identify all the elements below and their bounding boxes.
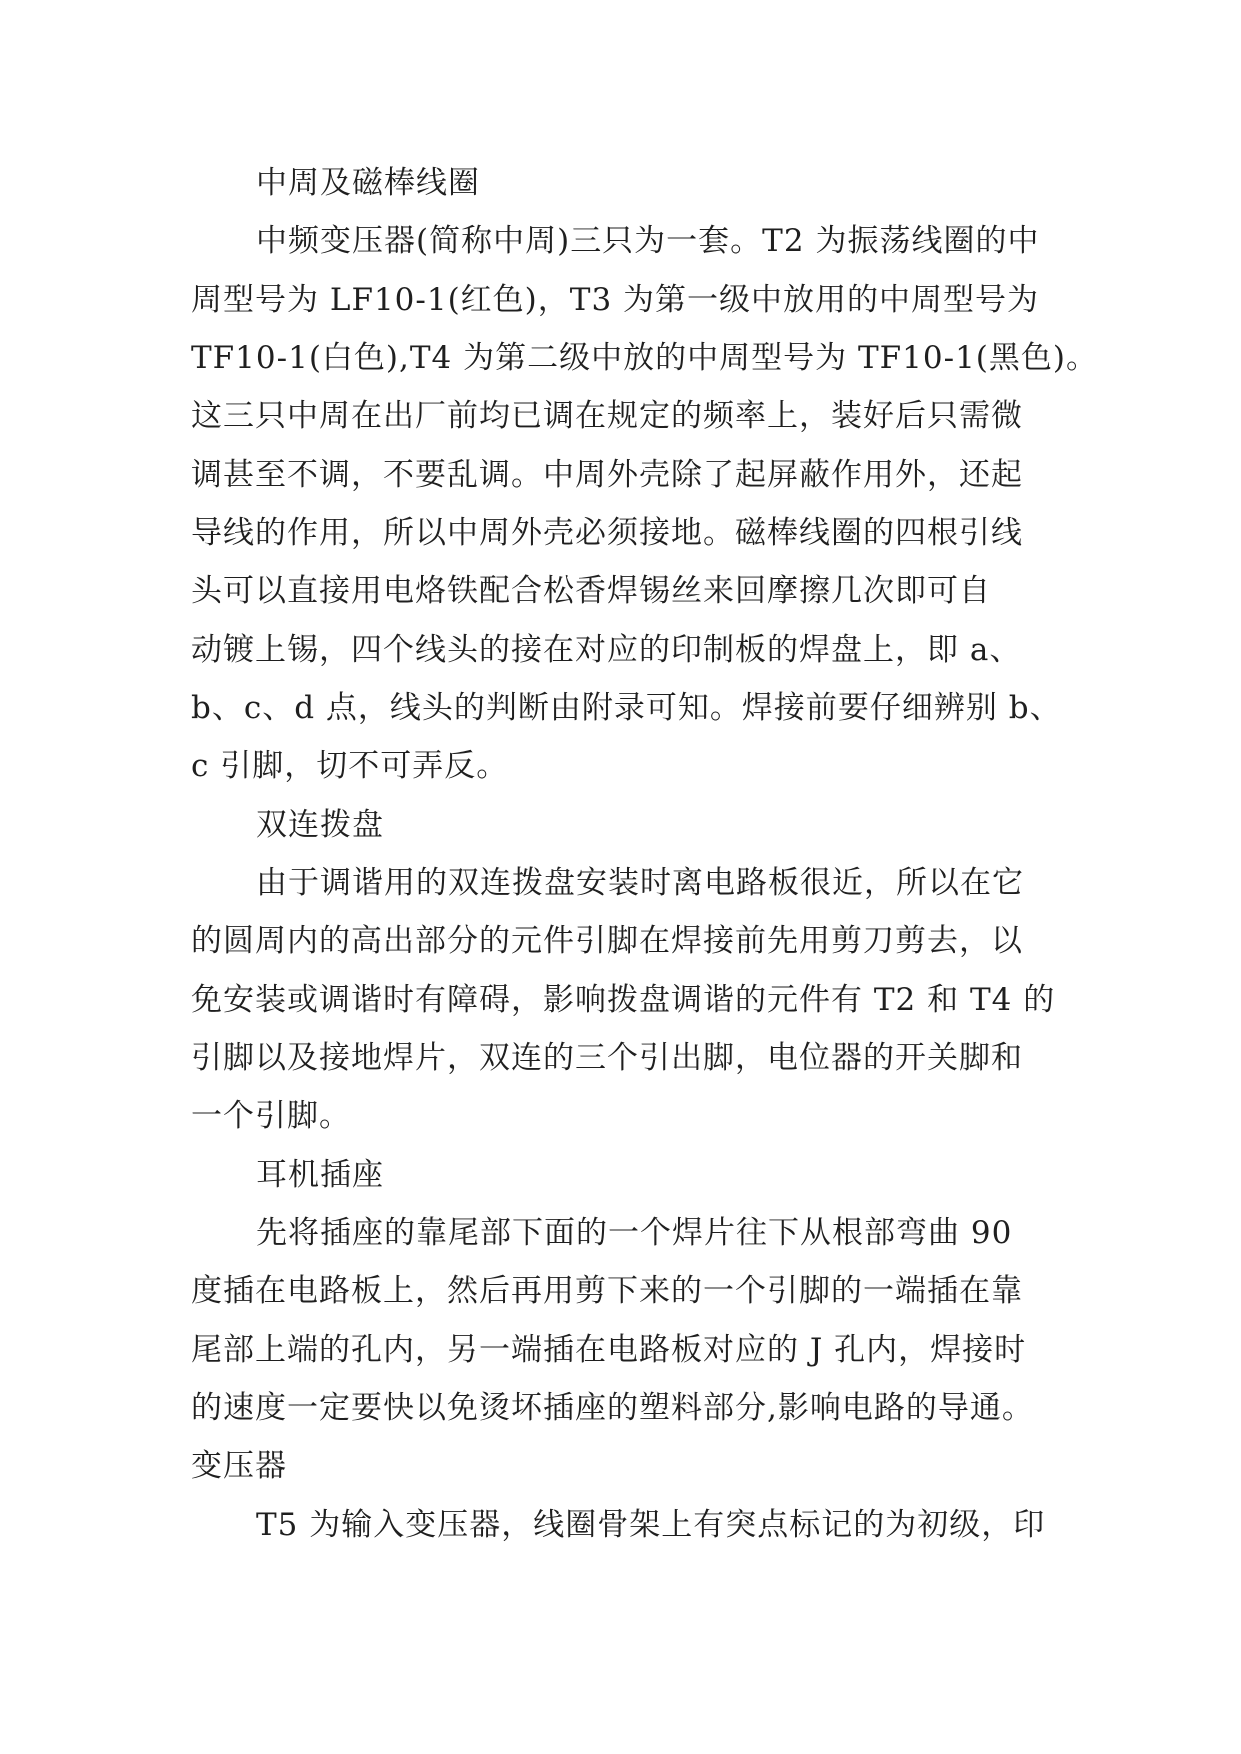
paragraph-line: 一个引脚。 [191,1098,351,1134]
paragraph-line: 动镀上锡，四个线头的接在对应的印制板的焊盘上，即 a、 [191,632,1022,668]
paragraph-line: 先将插座的靠尾部下面的一个焊片往下从根部弯曲 90 [256,1215,1013,1251]
paragraph-line: 由于调谐用的双连拨盘安装时离电路板很近，所以在它 [256,865,1024,901]
paragraph-line: 头可以直接用电烙铁配合松香焊锡丝来回摩擦几次即可自 [191,573,991,609]
section-heading-transformer: 变压器 [191,1448,287,1484]
paragraph-line: b、c、d 点，线头的判断由附录可知。焊接前要仔细辨别 b、 [191,690,1062,726]
section-heading-earphone-socket: 耳机插座 [256,1157,384,1193]
paragraph-line: c 引脚，切不可弄反。 [191,748,509,784]
paragraph-line: 免安装或调谐时有障碍，影响拨盘调谐的元件有 T2 和 T4 的 [191,982,1056,1018]
section-heading-dual-dial: 双连拨盘 [256,807,384,843]
paragraph-line: 周型号为 LF10-1(红色)，T3 为第一级中放用的中周型号为 [191,282,1040,318]
paragraph-line: TF10-1(白色),T4 为第二级中放的中周型号为 TF10-1(黑色)。 [191,340,1098,376]
paragraph-line: 尾部上端的孔内，另一端插在电路板对应的 J 孔内，焊接时 [191,1332,1027,1368]
paragraph-line: T5 为输入变压器，线圈骨架上有突点标记的为初级，印 [256,1507,1046,1543]
section-heading-intermediate-frequency-coil: 中周及磁棒线圈 [256,165,480,201]
paragraph-line: 这三只中周在出厂前均已调在规定的频率上，装好后只需微 [191,398,1023,434]
paragraph-line: 的速度一定要快以免烫坏插座的塑料部分,影响电路的导通。 [191,1390,1034,1426]
paragraph-line: 中频变压器(简称中周)三只为一套。T2 为振荡线圈的中 [256,223,1040,259]
paragraph-line: 导线的作用，所以中周外壳必须接地。磁棒线圈的四根引线 [191,515,1023,551]
paragraph-line: 引脚以及接地焊片，双连的三个引出脚，电位器的开关脚和 [191,1040,1023,1076]
paragraph-line: 度插在电路板上，然后再用剪下来的一个引脚的一端插在靠 [191,1273,1023,1309]
paragraph-line: 的圆周内的高出部分的元件引脚在焊接前先用剪刀剪去，以 [191,923,1023,959]
paragraph-line: 调甚至不调，不要乱调。中周外壳除了起屏蔽作用外，还起 [191,457,1023,493]
